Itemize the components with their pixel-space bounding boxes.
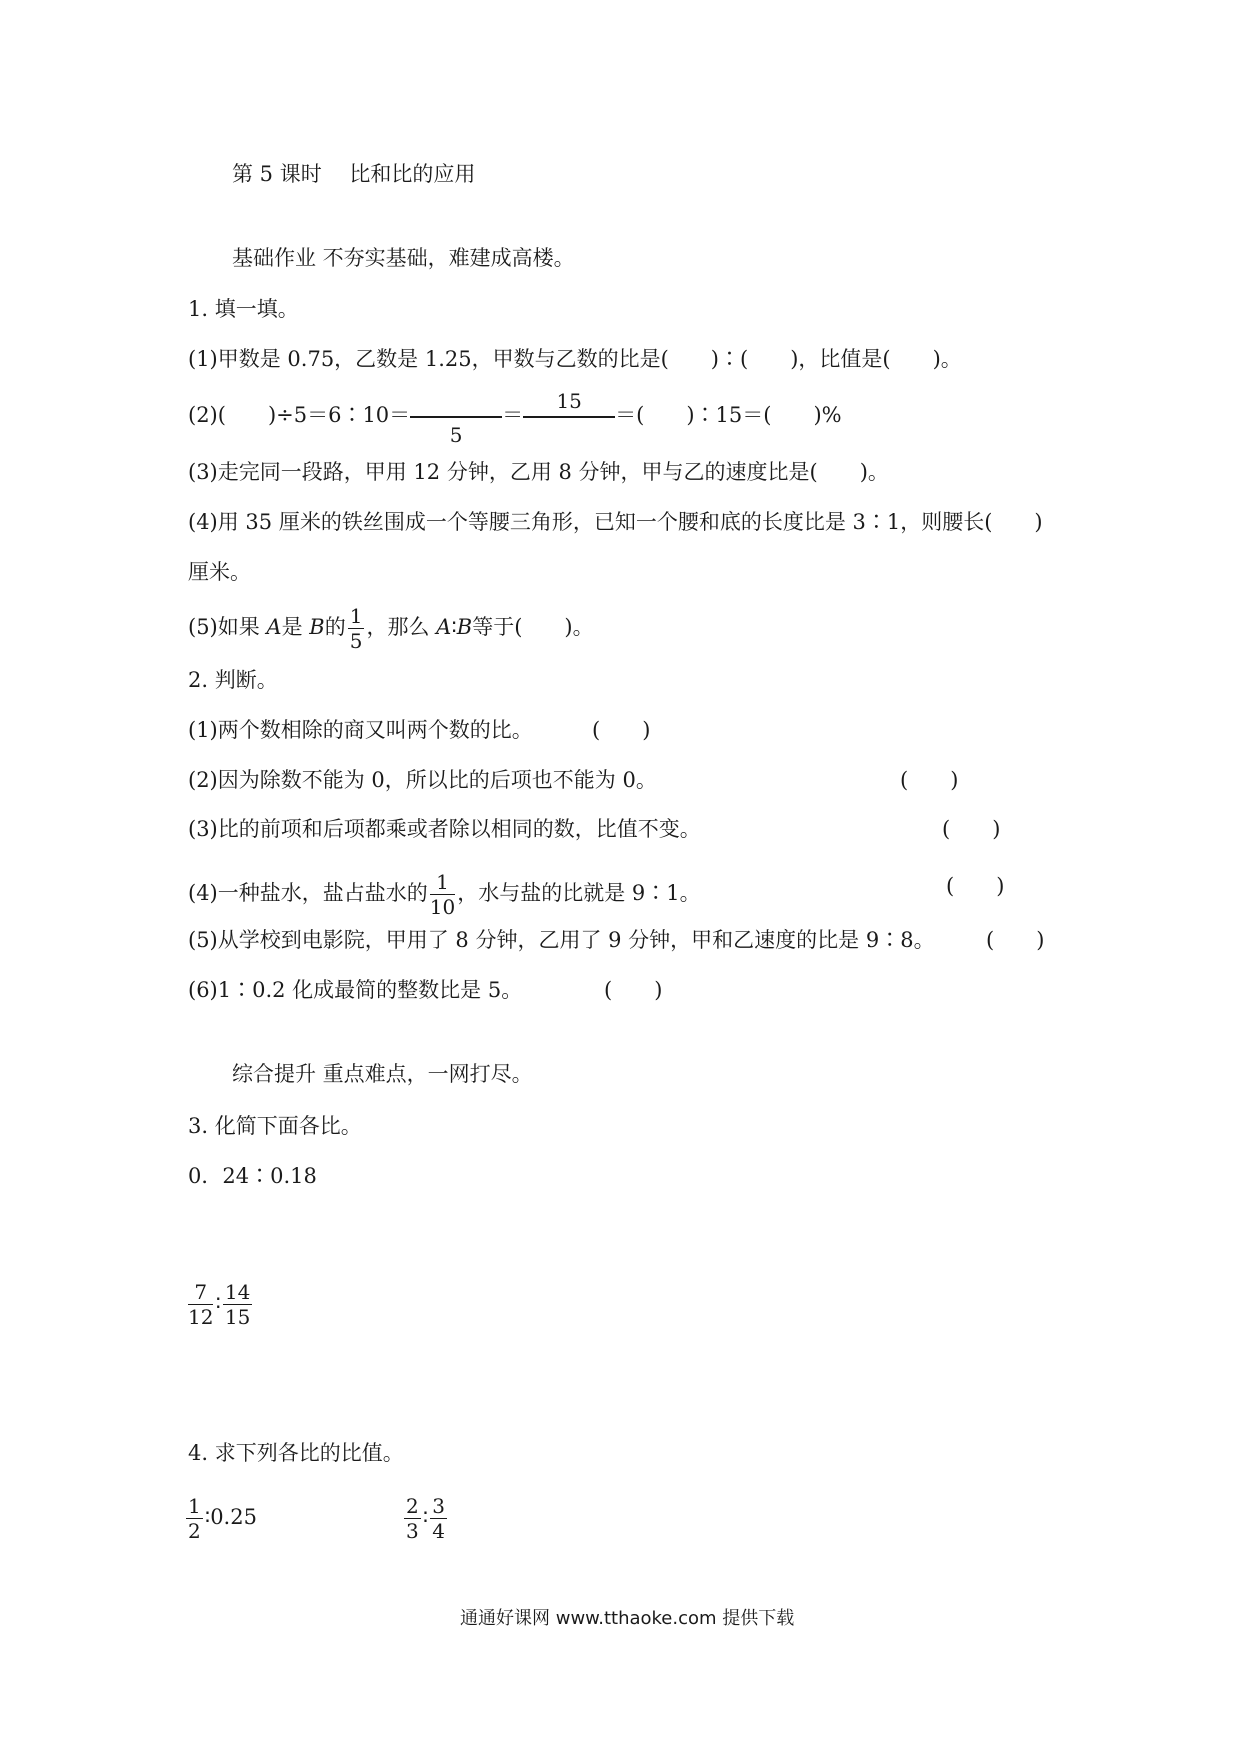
q2-item-6: (6)1∶0.2 化成最简的整数比是 5。: [188, 978, 523, 1002]
q2-item-4-text-b: ，水与盐的比就是 9∶1。: [457, 881, 701, 905]
fraction-numerator: 1: [188, 1494, 201, 1518]
ratio-colon: ∶: [215, 1291, 221, 1315]
q2-item-3-answer-paren: ( ): [942, 817, 1001, 841]
q3-expression-1: 0．24∶0.18: [188, 1164, 317, 1188]
q1-item-4-line2: 厘米。: [188, 560, 251, 584]
q1-item-2: [188, 388, 842, 447]
q1-heading: 1. 填一填。: [188, 297, 299, 321]
q1-item-2-equals: ＝: [502, 403, 524, 427]
section-basic-heading: 基础作业 不夯实基础，难建成高楼。: [232, 246, 575, 270]
q1-item-5-text-e: 等于( )。: [472, 615, 594, 639]
variable-b: B: [456, 615, 473, 639]
fraction-numerator: 7: [188, 1282, 213, 1305]
ratio-colon: ∶: [451, 615, 457, 639]
fraction-numerator: 1: [349, 604, 363, 628]
ratio-colon: ∶: [422, 1505, 429, 1529]
q1-item-5-text-c: 的: [324, 615, 346, 639]
q1-item-4-line1: (4)用 35 厘米的铁丝围成一个等腰三角形，已知一个腰和底的长度比是 3∶1，则腰长( ): [188, 510, 1043, 534]
fraction-numerator: 1: [430, 872, 455, 895]
page-title: 第 5 课时 比和比的应用: [232, 162, 476, 186]
q1-item-5-text-b: 是: [281, 615, 310, 639]
fraction-denominator: 10: [429, 895, 456, 919]
q1-item-5-text-d: ，那么: [366, 615, 437, 639]
q1-item-5: [188, 606, 594, 651]
fraction-numerator: 14: [224, 1280, 251, 1304]
footer-source: 通通好课网 www.tthaoke.com 提供下载: [460, 1608, 795, 1629]
q3-expression-2: [186, 1282, 254, 1327]
q3-heading: 3. 化简下面各比。: [188, 1114, 362, 1138]
fraction-1-2: [186, 1496, 203, 1541]
fraction-denominator: 2: [188, 1519, 201, 1543]
variable-a: A: [266, 615, 282, 639]
q2-item-2-answer-paren: ( ): [900, 768, 959, 792]
q2-item-4: [188, 872, 701, 917]
fraction-one-fifth: [348, 606, 365, 651]
q4-expression-1: [184, 1496, 257, 1541]
fraction-denominator: 12: [188, 1305, 214, 1329]
fraction-blank-1: [410, 403, 502, 447]
fraction-one-tenth: [430, 872, 455, 917]
q2-item-5: (5)从学校到电影院，甲用了 8 分钟，乙用了 9 分钟，甲和乙速度的比是 9∶8。: [188, 928, 935, 952]
q2-item-4-text-a: (4)一种盐水，盐占盐水的: [188, 881, 428, 905]
q1-item-2-end: ＝( )∶15＝( )%: [615, 403, 842, 427]
fraction-blank-1-denominator: 5: [449, 422, 463, 447]
q4-expression-2: [402, 1496, 449, 1541]
variable-a: A: [436, 615, 452, 639]
q2-item-1-answer-paren: ( ): [592, 718, 651, 742]
fraction-denominator: 4: [432, 1519, 445, 1543]
q1-item-5-text-a: (5)如果: [188, 615, 267, 639]
fraction-numerator: 3: [432, 1494, 445, 1518]
q2-item-4-answer-paren: ( ): [946, 874, 1005, 898]
q2-item-5-answer-paren: ( ): [986, 928, 1045, 952]
section-advanced-heading: 综合提升 重点难点，一网打尽。: [232, 1062, 533, 1086]
fraction-denominator: 3: [406, 1519, 419, 1543]
fraction-blank-2: [523, 388, 615, 431]
variable-b: B: [309, 615, 325, 639]
q1-item-2-start: (2)( )÷5＝6∶10＝: [188, 403, 411, 427]
q4-heading: 4. 求下列各比的比值。: [188, 1441, 404, 1465]
fraction-numerator: 2: [406, 1494, 419, 1518]
fraction-denominator: 15: [224, 1305, 251, 1329]
q1-item-3: (3)走完同一段路，甲用 12 分钟，乙用 8 分钟，甲与乙的速度比是( )。: [188, 460, 889, 484]
fraction-blank-2-numerator: 15: [556, 388, 582, 413]
fraction-7-12: [188, 1282, 213, 1327]
fraction-denominator: 5: [349, 629, 363, 653]
q2-heading: 2. 判断。: [188, 668, 278, 692]
q2-item-2: (2)因为除数不能为 0，所以比的后项也不能为 0。: [188, 768, 657, 792]
q2-item-3: (3)比的前项和后项都乘或者除以相同的数，比值不变。: [188, 817, 701, 841]
fraction-3-4: [430, 1496, 447, 1541]
q4-expression-1-rest: ∶0.25: [204, 1505, 257, 1529]
q2-item-1: (1)两个数相除的商又叫两个数的比。: [188, 718, 533, 742]
q1-item-1: (1)甲数是 0.75，乙数是 1.25，甲数与乙数的比是( )∶( )，比值是( )。: [188, 347, 962, 371]
q2-item-6-answer-paren: ( ): [604, 978, 663, 1002]
fraction-2-3: [404, 1496, 421, 1541]
fraction-14-15: [223, 1282, 252, 1327]
